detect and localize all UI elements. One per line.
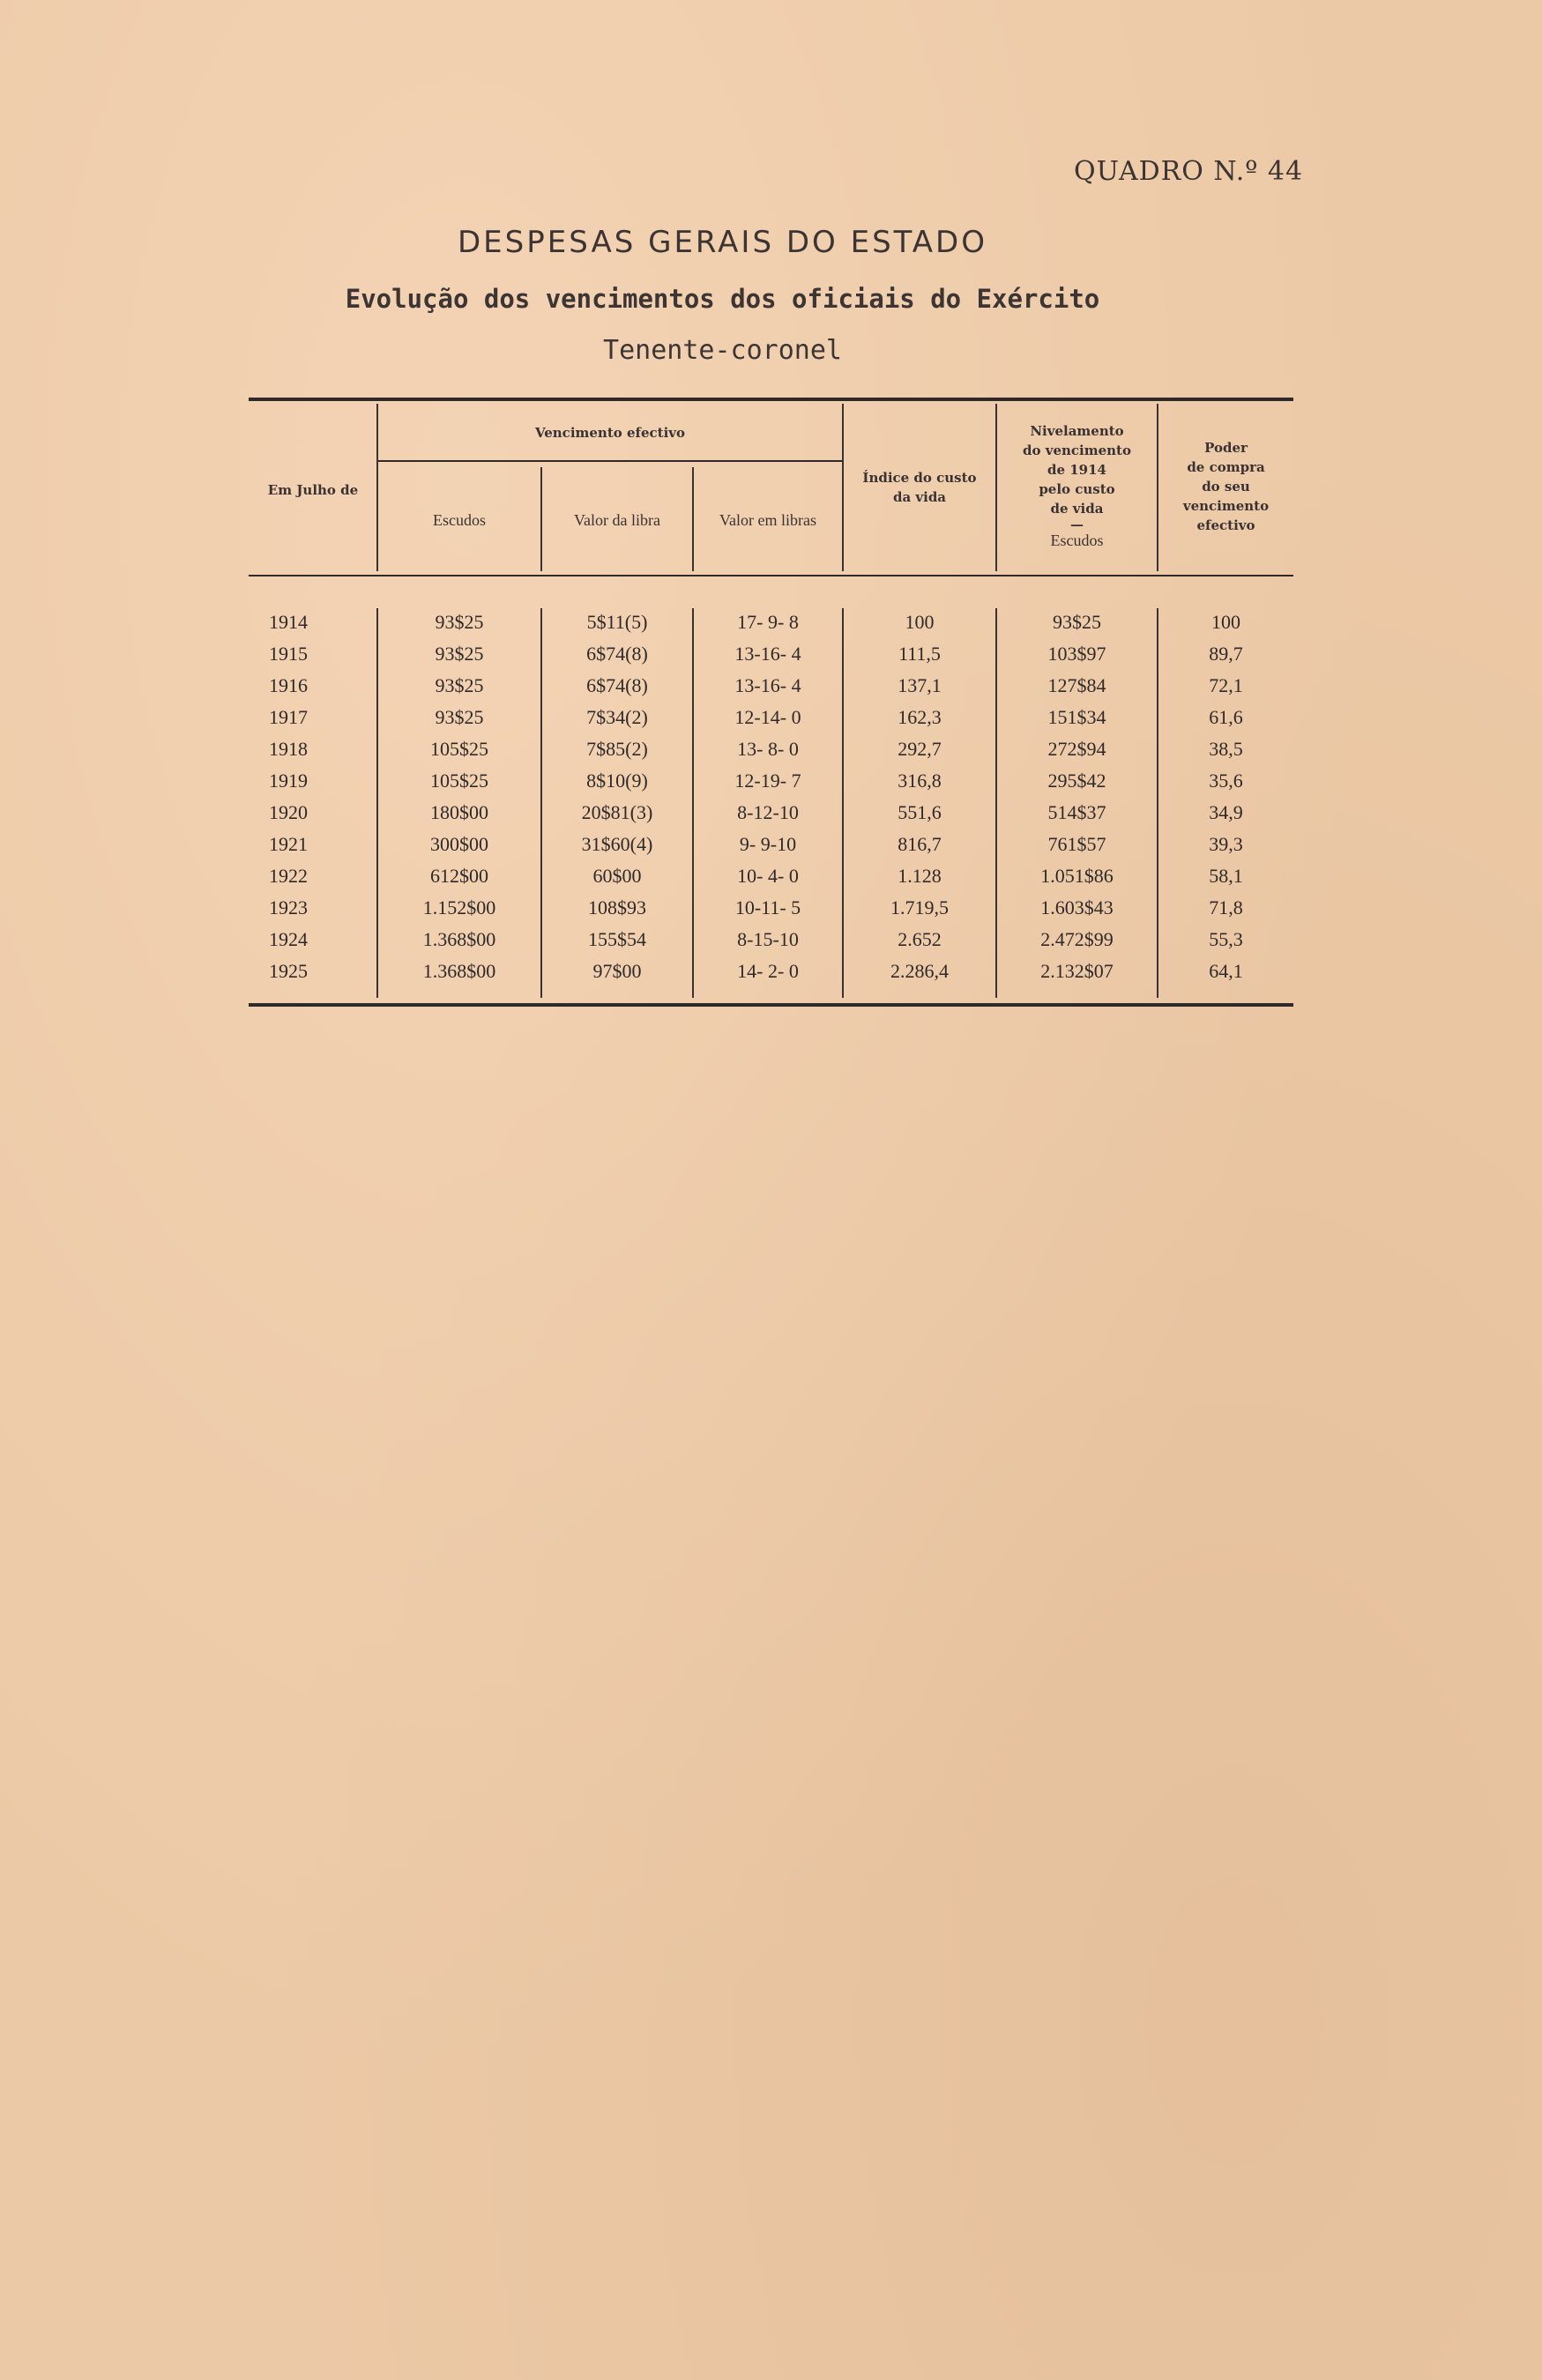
header-poder-line: de compra [1187,459,1265,475]
cell-indice: 111,5 [898,643,941,665]
cell-poder: 64,1 [1209,960,1243,982]
cell-year: 1918 [269,738,308,760]
cell-year: 1916 [269,674,308,696]
cell-year: 1914 [269,611,308,633]
cell-year: 1920 [269,801,308,823]
document-title: DESPESAS GERAIS DO ESTADO [458,225,987,260]
cell-nivelamento: 151$34 [1047,706,1106,728]
cell-valor-libra: 60$00 [592,865,642,887]
cell-escudos: 105$25 [430,738,488,760]
cell-poder: 38,5 [1209,738,1243,760]
cell-valor-libra: 20$81(3) [581,801,653,823]
cell-nivelamento: 1.051$86 [1040,865,1114,887]
cell-nivelamento: 1.603$43 [1040,896,1114,919]
cell-poder: 72,1 [1209,674,1243,696]
header-escudos: Escudos [433,511,486,529]
cell-valor-libras: 8-15-10 [737,928,799,950]
cell-escudos: 300$00 [430,833,488,855]
cell-nivelamento: 514$37 [1047,801,1106,823]
cell-nivelamento: 103$97 [1047,643,1106,665]
cell-valor-libras: 13- 8- 0 [737,738,799,760]
cell-year: 1923 [269,896,308,919]
cell-nivelamento: 93$25 [1053,611,1101,633]
header-nivelamento-unit: Escudos [1050,532,1104,549]
cell-valor-libra: 6$74(8) [586,674,648,696]
cell-poder: 39,3 [1209,833,1243,855]
header-nivelamento-line: de 1914 [1047,462,1106,478]
document-subtitle: Evolução dos vencimentos dos oficiais do Exército [345,284,1100,314]
header-poder-line: vencimento [1182,498,1270,514]
header-group-vencimento: Vencimento efectivo [534,425,686,441]
cell-escudos: 93$25 [435,674,484,696]
cell-valor-libra: 5$11(5) [586,611,648,633]
cell-indice: 292,7 [898,738,942,760]
cell-year: 1925 [269,960,308,982]
cell-valor-libra: 31$60(4) [581,833,653,855]
cell-indice: 316,8 [898,770,942,792]
cell-valor-libras: 12-19- 7 [734,770,801,792]
header-poder-line: efectivo [1196,517,1255,533]
header-nivelamento-line: do vencimento [1023,443,1131,458]
cell-valor-libra: 108$93 [588,896,646,919]
cell-poder: 100 [1211,611,1240,633]
header-valor-libra: Valor da libra [574,511,660,529]
cell-escudos: 1.152$00 [422,896,496,919]
header-nivelamento [996,421,1158,550]
cell-indice: 1.128 [898,865,942,887]
cell-valor-libra: 6$74(8) [586,643,648,665]
cell-year: 1922 [269,865,308,887]
cell-escudos: 180$00 [430,801,488,823]
cell-year: 1924 [269,928,308,950]
cell-poder: 58,1 [1209,865,1243,887]
cell-poder: 61,6 [1209,706,1243,728]
cell-indice: 2.652 [898,928,942,950]
subtitle-row [0,284,1542,314]
cell-poder: 34,9 [1209,801,1243,823]
cell-valor-libras: 13-16- 4 [734,674,801,696]
cell-indice: 137,1 [898,674,942,696]
cell-indice: 816,7 [898,833,942,855]
cell-valor-libras: 14- 2- 0 [737,960,799,982]
cell-valor-libra: 155$54 [588,928,646,950]
header-nivelamento-line: — [1070,517,1084,532]
cell-escudos: 1.368$00 [422,928,496,950]
header-nivelamento-line: pelo custo [1039,481,1115,497]
cell-escudos: 105$25 [430,770,488,792]
cell-valor-libra: 8$10(9) [586,770,648,792]
cell-nivelamento: 272$94 [1047,738,1106,760]
cell-valor-libras: 12-14- 0 [734,706,801,728]
cell-year: 1917 [269,706,308,728]
cell-indice: 551,6 [898,801,942,823]
table-bottom-rule [249,1003,1293,1007]
cell-nivelamento: 761$57 [1047,833,1106,855]
cell-poder: 71,8 [1209,896,1243,919]
cell-year: 1921 [269,833,308,855]
cell-nivelamento: 2.472$99 [1040,928,1114,950]
cell-valor-libras: 9- 9-10 [739,833,797,855]
table-top-rule [249,398,1293,401]
cell-year: 1919 [269,770,308,792]
cell-valor-libras: 8-12-10 [737,801,799,823]
cell-indice: 1.719,5 [890,896,949,919]
cell-nivelamento: 295$42 [1047,770,1106,792]
cell-valor-libras: 10-11- 5 [734,896,801,919]
header-bottom-rule [249,575,1293,576]
header-indice-line: da vida [892,489,947,505]
cell-indice: 2.286,4 [890,960,949,982]
cell-valor-libras: 10- 4- 0 [737,865,799,887]
header-poder [1158,438,1294,535]
header-poder-line: Poder [1204,440,1248,456]
cell-escudos: 612$00 [430,865,488,887]
header-indice-line: Índice do custo [862,470,977,486]
cell-escudos: 1.368$00 [422,960,496,982]
cell-valor-libra: 7$85(2) [586,738,648,760]
cell-valor-libra: 97$00 [592,960,642,982]
header-nivelamento-line: de vida [1050,501,1104,517]
cell-poder: 55,3 [1209,928,1243,950]
cell-poder: 89,7 [1209,643,1243,665]
cell-escudos: 93$25 [435,611,484,633]
cell-valor-libras: 17- 9- 8 [737,611,799,633]
cell-valor-libras: 13-16- 4 [734,643,801,665]
cell-escudos: 93$25 [435,643,484,665]
cell-nivelamento: 127$84 [1047,674,1106,696]
cell-indice: 162,3 [898,706,942,728]
header-valor-libras: Valor em libras [719,511,816,529]
cell-escudos: 93$25 [435,706,484,728]
header-year: Em Julho de [267,482,359,498]
rank-label: Tenente-coronel [603,335,842,366]
header-indice [843,468,996,507]
cell-indice: 100 [905,611,935,633]
table-number: QUADRO N.º 44 [1074,156,1304,187]
cell-year: 1915 [269,643,308,665]
document-title-row [0,225,1542,260]
header-poder-line: do seu [1202,479,1250,495]
cell-poder: 35,6 [1209,770,1243,792]
rank-row [0,335,1542,366]
group-rule [377,460,843,462]
cell-nivelamento: 2.132$07 [1040,960,1114,982]
cell-valor-libra: 7$34(2) [586,706,648,728]
header-nivelamento-line: Nivelamento [1030,423,1124,439]
